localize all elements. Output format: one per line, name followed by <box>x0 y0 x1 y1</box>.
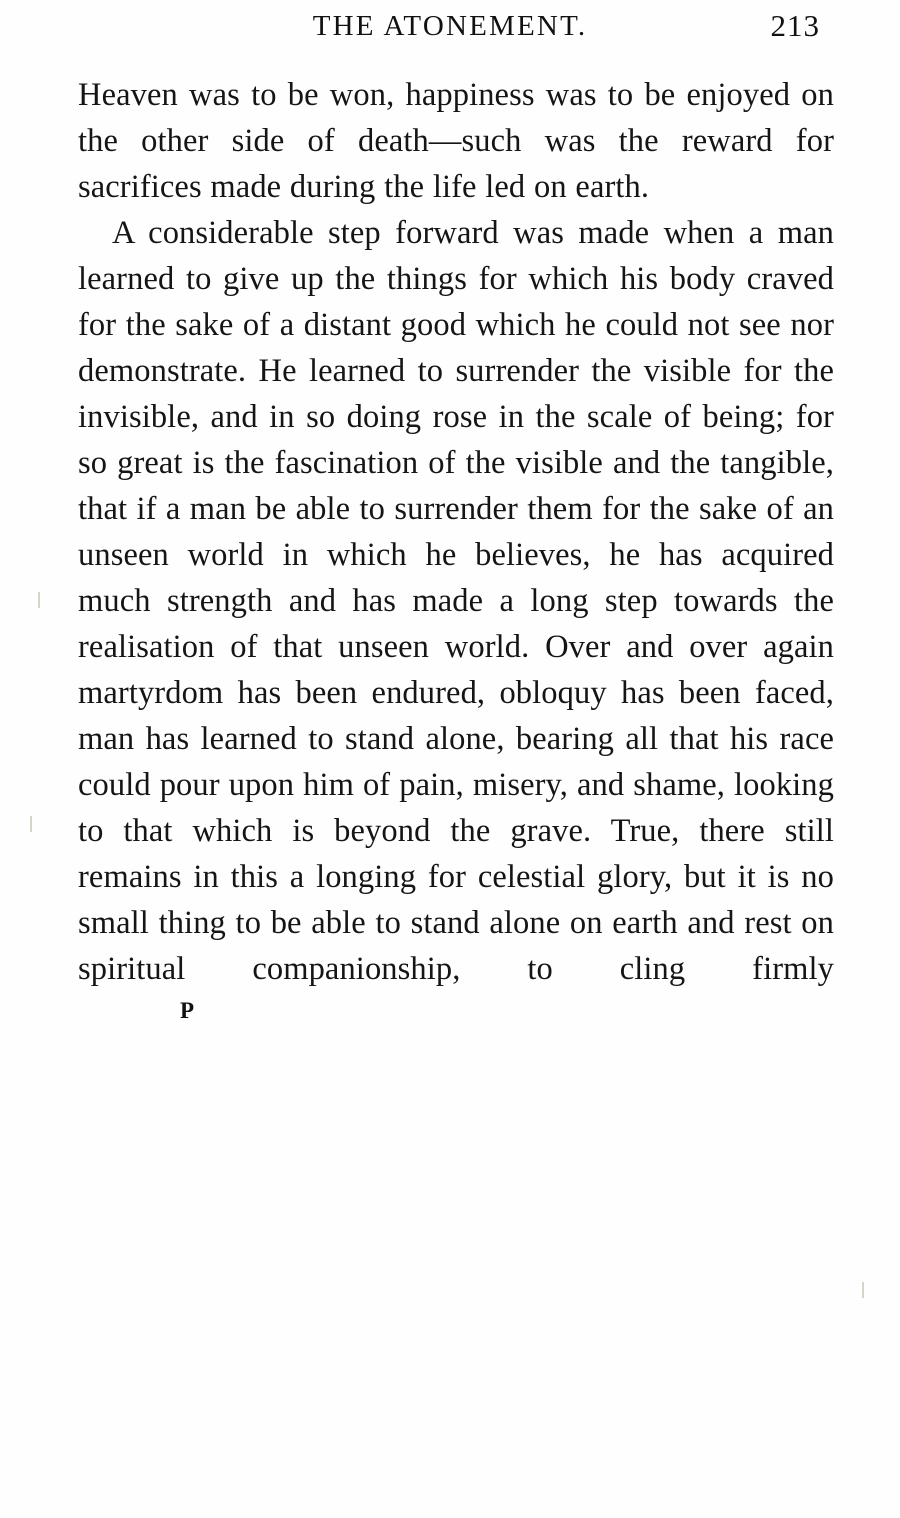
page-number: 213 <box>770 8 820 43</box>
page-edge-speck <box>30 816 32 832</box>
running-head-title: THE ATONEMENT. <box>312 10 588 42</box>
page-edge-speck <box>38 592 40 608</box>
page-body <box>78 72 834 1024</box>
paragraph-1: Heaven was to be won, happiness was to be enjoyed on the other side of death—such was the reward for sacrifices made during the life led on earth. <box>78 77 834 205</box>
paragraph-2: A considerable step forward was made when a man learned to give up the things for which his body craved for the sake of a distant good which he could not see nor demonstrate. He learned to surrender the visible for the invisible, and in so doing rose in the scale of being; for so great is the fascination of the visible and the tangible, that if a man be able to surrender them for the sake of an unseen world in which he believes, he has acquired much strength and has made a long step towards the realisation of that unseen world. Over and over again martyrdom has been endured, obloquy has been faced, man has learned to stand alone, bearing all that his race could pour upon him of pain, misery, and shame, looking to that which is beyond the grave. True, there still remains in this a longing for celestial glory, but it is no small thing to be able to stand alone on earth and rest on spiritual companionship, to cling firmly <box>78 215 834 987</box>
running-head <box>0 0 900 56</box>
page-edge-speck <box>862 1282 864 1298</box>
signature-mark: P <box>180 998 196 1023</box>
